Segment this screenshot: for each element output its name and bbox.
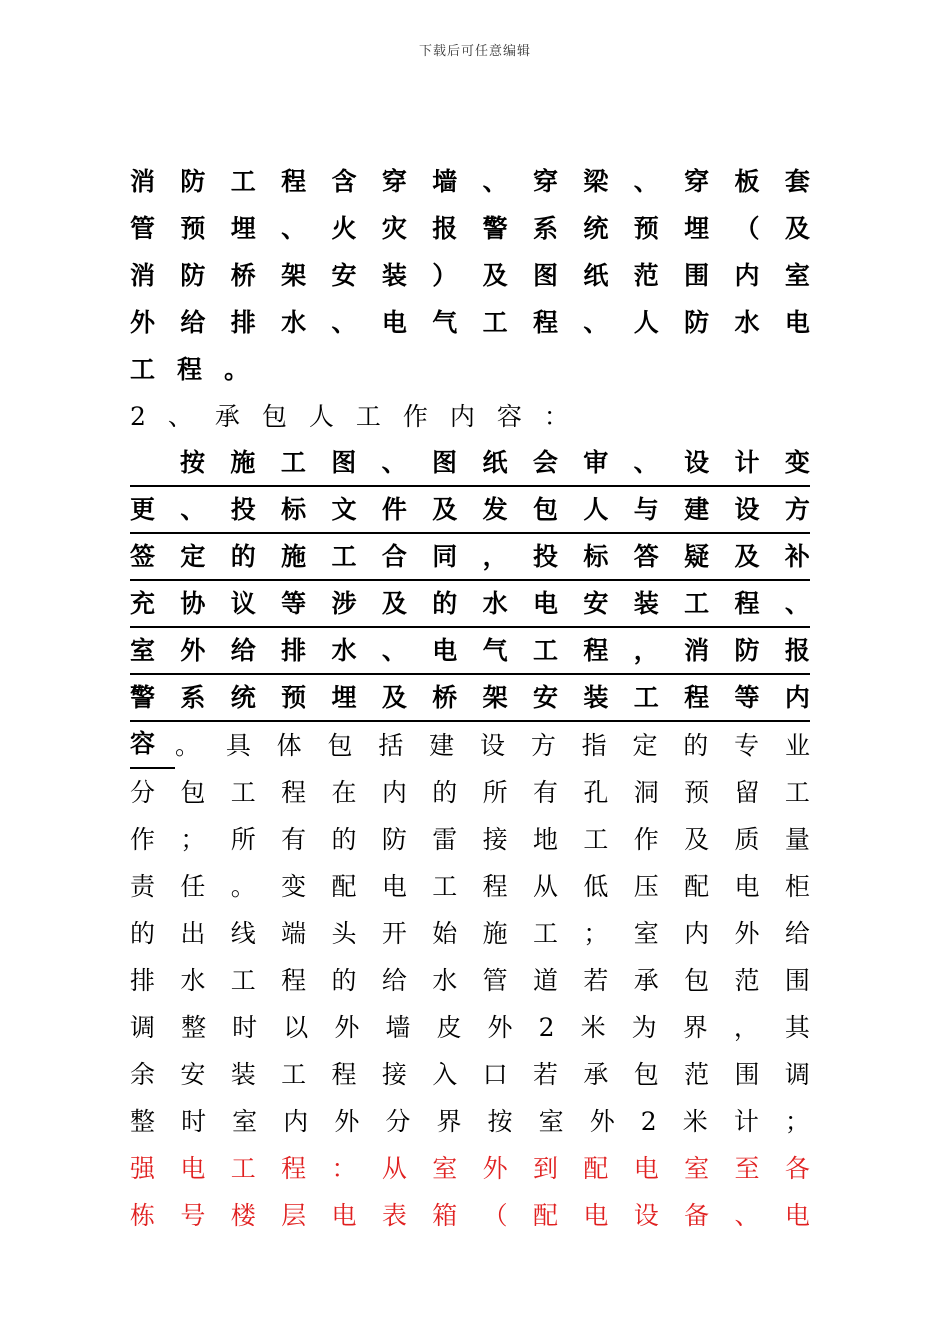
underlined-char: 容 <box>130 722 175 769</box>
underlined-line: 充 协 议 等 涉 及 的 水 电 安 装 工 程 、 <box>130 581 810 628</box>
mixed-line-rest: 。 具 体 包 括 建 设 方 指 定 的 专 业 <box>175 731 810 760</box>
plain-line: 调 整 时 以 外 墙 皮 外 2 米 为 界 ， 其 <box>130 1013 810 1042</box>
plain-line: 的 出 线 端 头 开 始 施 工 ； 室 内 外 给 <box>130 919 810 948</box>
paragraph-scope-line: 消 防 工 程 含 穿 墙 、 穿 梁 、 穿 板 套 <box>130 167 810 196</box>
plain-line: 作 ； 所 有 的 防 雷 接 地 工 作 及 质 量 <box>130 825 810 854</box>
red-line: 栋 号 楼 层 电 表 箱 （ 配 电 设 备 、 电 <box>130 1201 810 1230</box>
underlined-line: 签 定 的 施 工 合 同 ， 投 标 答 疑 及 补 <box>130 534 810 581</box>
paragraph-scope-line: 消 防 桥 架 安 装 ） 及 图 纸 范 围 内 室 <box>130 261 810 290</box>
underlined-line: 警 系 统 预 埋 及 桥 架 安 装 工 程 等 内 <box>130 675 810 722</box>
underlined-line: 按 施 工 图 、 图 纸 会 审 、 设 计 变 <box>130 440 810 487</box>
mixed-line <box>130 722 810 769</box>
paragraph-scope-line: 外 给 排 水 、 电 气 工 程 、 人 防 水 电 <box>130 308 810 337</box>
paragraph-scope <box>130 158 810 346</box>
plain-line: 排 水 工 程 的 给 水 管 道 若 承 包 范 围 <box>130 966 810 995</box>
paragraph-underlined <box>130 440 810 722</box>
paragraph-red <box>130 1145 810 1239</box>
plain-line: 责 任 。 变 配 电 工 程 从 低 压 配 电 柜 <box>130 872 810 901</box>
underlined-line: 更 、 投 标 文 件 及 发 包 人 与 建 设 方 <box>130 487 810 534</box>
paragraph-scope-line: 管 预 埋 、 火 灾 报 警 系 统 预 埋 （ 及 <box>130 214 810 243</box>
plain-line: 整 时 室 内 外 分 界 按 室 外 2 米 计 ； <box>130 1107 810 1136</box>
red-line: 强 电 工 程 ： 从 室 外 到 配 电 室 至 各 <box>130 1154 810 1183</box>
section-2-heading: 2、承包人工作内容： <box>130 402 591 431</box>
page-header: 下载后可任意编辑 <box>418 44 531 59</box>
paragraph-plain <box>130 769 810 1145</box>
underlined-line: 室 外 给 排 水 、 电 气 工 程 ， 消 防 报 <box>130 628 810 675</box>
paragraph-scope-last-line: 工程。 <box>130 355 272 384</box>
plain-line: 余 安 装 工 程 接 入 口 若 承 包 范 围 调 <box>130 1060 810 1089</box>
plain-line: 分 包 工 程 在 内 的 所 有 孔 洞 预 留 工 <box>130 778 810 807</box>
document-body <box>130 158 810 1239</box>
